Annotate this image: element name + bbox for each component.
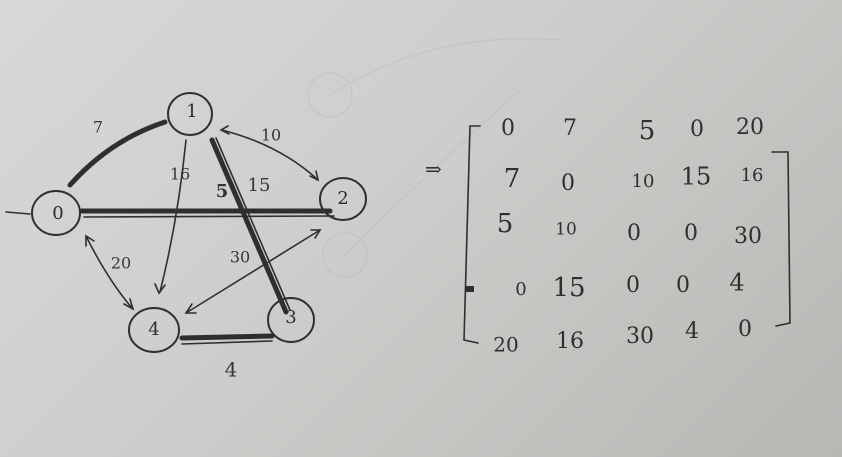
implies-arrow: ⇒ (425, 157, 442, 181)
weight-1-2: 10 (260, 125, 282, 145)
cell-1-0: 7 (503, 164, 521, 194)
cell-2-1: 10 (555, 219, 577, 240)
incoming-arrow (6, 212, 30, 214)
weight-0-2: 5 (215, 181, 229, 202)
cell-3-0: 0 (515, 279, 527, 300)
edge-0-1 (70, 122, 165, 185)
cell-3-3: 0 (676, 273, 690, 298)
cell-3-2: 0 (626, 273, 640, 298)
cell-0-0: 0 (501, 116, 515, 141)
node-4-label: 4 (148, 319, 160, 340)
cell-4-1: 16 (556, 329, 584, 354)
cell-0-1: 7 (563, 116, 577, 141)
cell-4-0: 20 (493, 332, 519, 357)
weight-1-3: 15 (247, 175, 271, 196)
weight-0-1: 7 (92, 117, 104, 137)
cell-0-2: 5 (638, 116, 656, 146)
ink-mark (466, 286, 474, 292)
node-2-label: 2 (337, 188, 349, 209)
weight-1-4: 16 (169, 164, 191, 184)
node-0 (32, 191, 80, 235)
cell-2-3: 0 (684, 221, 698, 246)
cell-4-4: 0 (738, 317, 752, 342)
cell-4-2: 30 (626, 324, 654, 349)
node-3-label: 3 (285, 307, 297, 328)
weight-4-3: 4 (224, 357, 238, 382)
node-0-label: 0 (52, 203, 64, 224)
cell-0-4: 20 (736, 115, 764, 140)
node-1-label: 1 (186, 101, 198, 122)
cell-2-2: 0 (627, 221, 641, 246)
edge-1-3 (212, 140, 286, 312)
node-2 (320, 178, 366, 220)
cell-1-4: 16 (740, 165, 764, 186)
cell-4-3: 4 (685, 319, 699, 344)
node-1 (168, 93, 212, 135)
cell-2-0: 5 (496, 209, 514, 239)
weight-4-2: 30 (229, 247, 251, 267)
node-3 (268, 298, 314, 342)
cell-1-3: 15 (680, 162, 712, 191)
cell-1-1: 0 (561, 171, 575, 196)
cell-1-2: 10 (631, 171, 655, 192)
node-4 (129, 308, 179, 352)
cell-0-3: 0 (690, 117, 704, 142)
adjacency-matrix (493, 115, 764, 357)
weight-0-4: 20 (110, 253, 132, 273)
graph-nodes (32, 93, 366, 352)
cell-3-4: 4 (729, 268, 745, 297)
cell-2-4: 30 (734, 224, 762, 249)
cell-3-1: 15 (552, 273, 586, 303)
edge-4-3 (182, 336, 272, 338)
